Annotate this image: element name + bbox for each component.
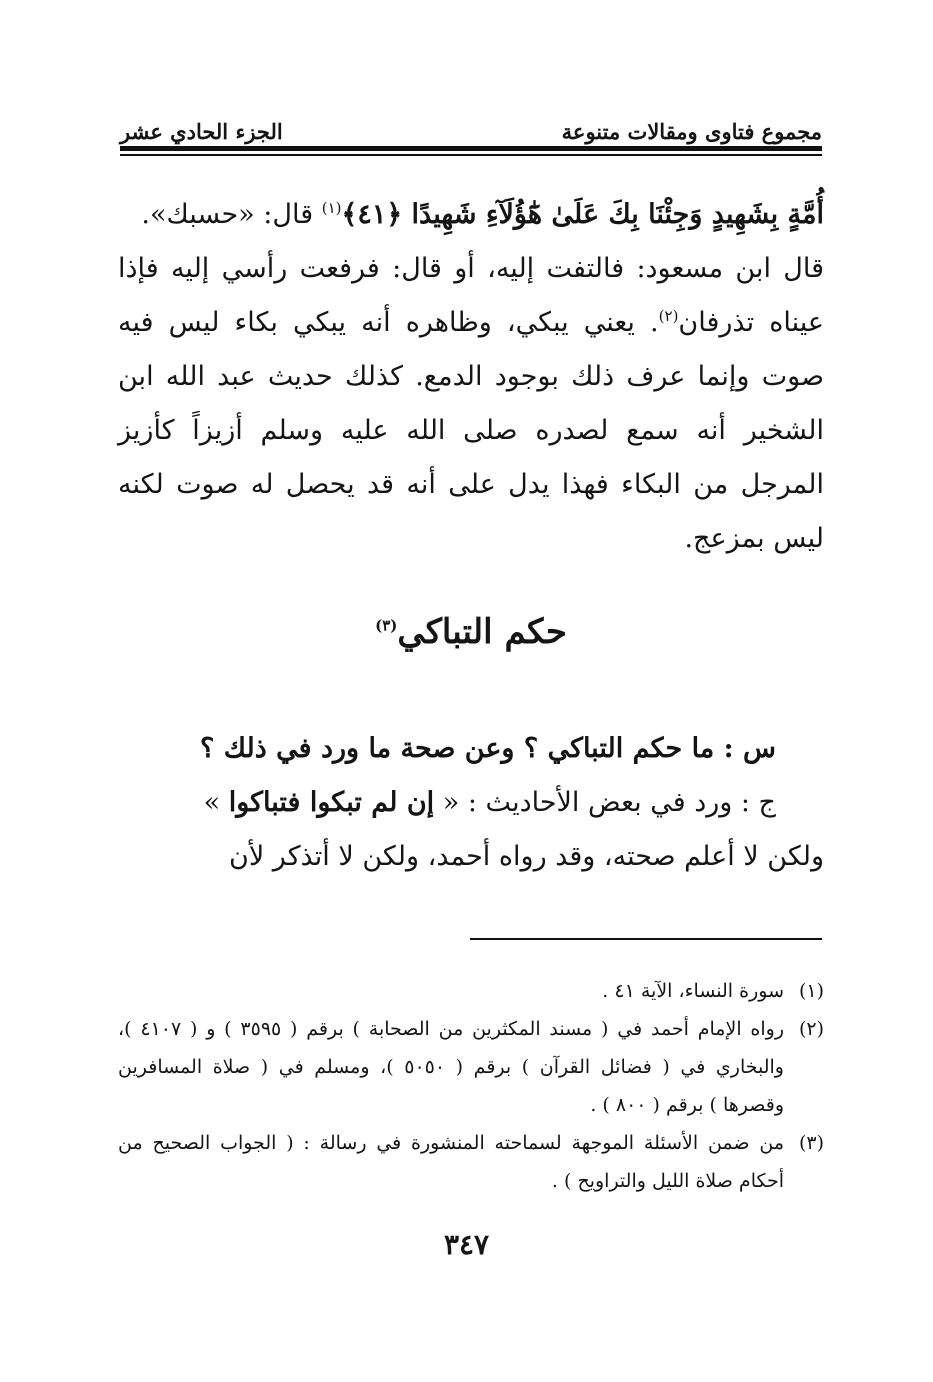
footnote-number: (١) xyxy=(798,980,824,1002)
quran-verse: أُمَّةٍ بِشَهِيدٍ وَجِئْنَا بِكَ عَلَىٰ هَٰٓؤُلَآءِ شَهِيدًا ﴿٤١﴾ xyxy=(341,199,824,230)
paragraph-part-2: . يعني يبكي، وظاهره أنه يبكي بكاء ليس فيه صوت وإنما عرف ذلك بوجود الدمع. كذلك حديث عبد الله ابن الشخير أنه سمع لصدره صلى الله عليه وسلم أزيزاً كأزيز المرجل من البكاء فهذا يدل على أنه قد يحصل له صوت لكنه ليس بمزعج. xyxy=(118,307,824,554)
header-rule-thin xyxy=(120,154,822,156)
section-title: حكم التباكي xyxy=(397,612,567,652)
header-volume-title: الجزء الحادي عشر xyxy=(120,119,283,144)
footnote-ref-2: (٢) xyxy=(658,307,679,325)
footnote-text: سورة النساء، الآية ٤١ . xyxy=(602,980,784,1002)
footnote-number: (٢) xyxy=(798,1018,824,1040)
paragraph-verse xyxy=(118,188,824,242)
footnote-separator xyxy=(470,938,822,940)
answer-hadith: إن لم تبكوا فتباكوا xyxy=(228,787,435,818)
header-rule-thick xyxy=(120,146,822,151)
footnote-ref-1: (١) xyxy=(321,199,342,217)
header-book-title: مجموع فتاوى ومقالات متنوعة xyxy=(561,119,822,144)
footnote-text: من ضمن الأسئلة الموجهة لسماحته المنشورة في رسالة : ( الجواب الصحيح من أحكام صلاة الليل والتراويح ) . xyxy=(118,1132,784,1192)
answer-intro: ج : ورد في بعض الأحاديث : « xyxy=(434,787,776,818)
footnote-text: رواه الإمام أحمد في ( مسند المكثرين من الصحابة ) برقم ( ٣٥٩٥ ) و ( ٤١٠٧ )، والبخاري في ( فضائل القرآن ) برقم ( ٥٠٥٠ )، ومسلم في ( صلاة المسافرين وقصرها ) برقم ( ٨٠٠ ) . xyxy=(118,1018,784,1116)
footnote-3 xyxy=(118,1124,824,1200)
page-number: ٣٤٧ xyxy=(443,1228,490,1261)
answer-rest: ولكن لا أعلم صحته، وقد رواه أحمد، ولكن لا أتذكر لأن xyxy=(229,841,824,872)
question: س : ما حكم التباكي ؟ وعن صحة ما ورد في ذلك ؟ xyxy=(200,733,776,764)
answer-close: » xyxy=(203,787,229,818)
footnotes xyxy=(118,972,824,1200)
body-text xyxy=(118,188,824,566)
footnote-1 xyxy=(118,972,824,1010)
question-answer xyxy=(118,722,824,884)
footnote-2 xyxy=(118,1010,824,1124)
verse-followup: قال: «حسبك». xyxy=(141,199,322,230)
running-header xyxy=(120,110,822,144)
footnote-ref-3: (٣) xyxy=(375,616,398,635)
paragraph-main xyxy=(118,242,824,566)
answer-line xyxy=(118,776,824,830)
paragraph-part-1: قال ابن مسعود: فالتفت إليه، أو قال: فرفعت رأسي إليه فإذا عيناه تذرفان xyxy=(118,253,824,338)
footnote-number: (٣) xyxy=(798,1132,824,1154)
section-heading xyxy=(118,612,824,652)
